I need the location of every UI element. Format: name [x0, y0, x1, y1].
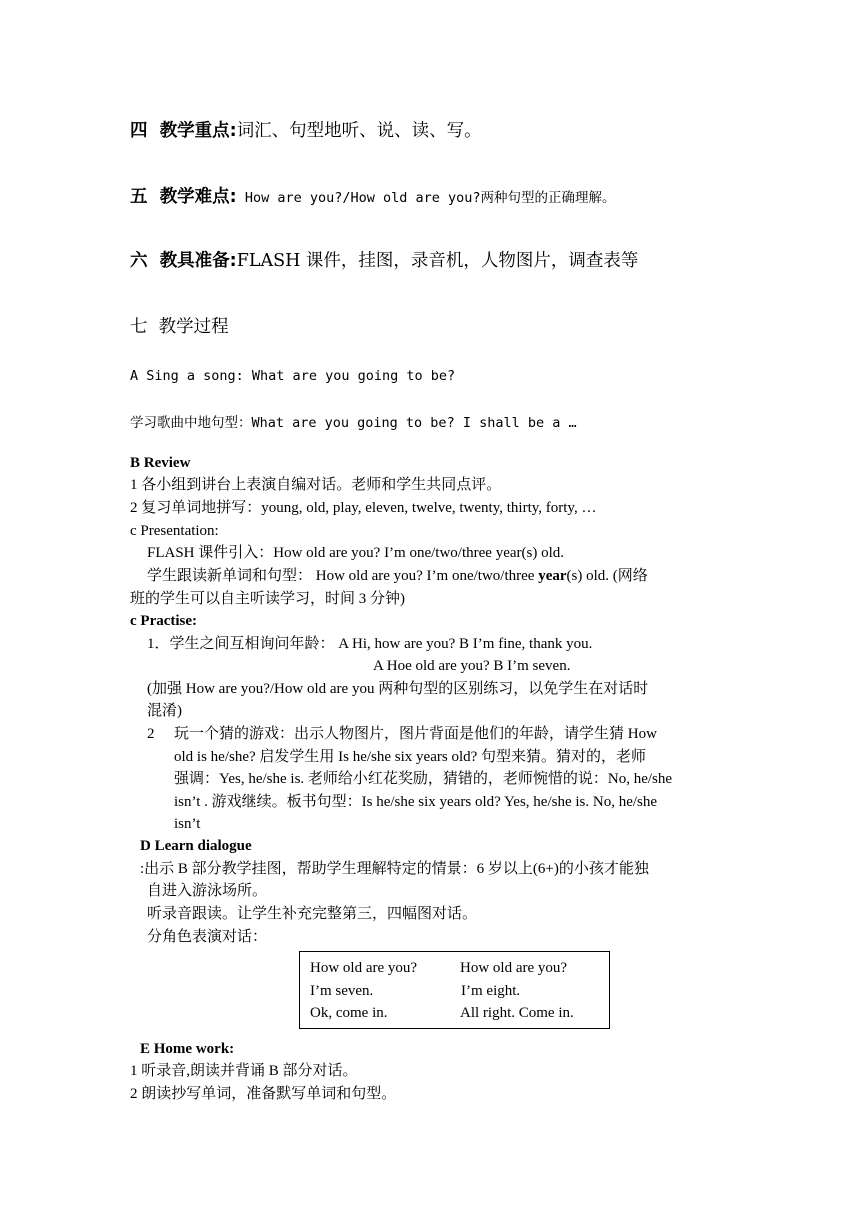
- practise-title: c Practise:: [130, 613, 198, 629]
- practise-item-2-l3: 强调：Yes, he/she is. 老师给小红花奖励，猜错的，老师惋惜的说：No, he/she: [174, 771, 673, 787]
- part-a-title: A Sing a song: What are you going to be?: [130, 368, 456, 384]
- section-4-text: 词汇、句型地听、说、读、写。: [236, 121, 482, 141]
- section-5-text: How are you?/How old are you?两种句型的正确理解。: [236, 190, 616, 206]
- practise-note-2: 混淆): [147, 703, 182, 719]
- part-c-line-1: FLASH 课件引入：How old are you? I’m one/two/three year(s) old.: [147, 545, 564, 561]
- part-d-line-1: :出示 B 部分教学挂图，帮助学生理解特定的情景：6 岁以上(6+)的小孩才能独: [140, 861, 649, 877]
- part-e-line-1: 1 听录音,朗读并背诵 B 部分对话。: [130, 1063, 358, 1079]
- part-a-line: 学习歌曲中地句型：What are you going to be? I shall be a …: [130, 415, 577, 431]
- practise-item-2-l1: 玩一个猜的游戏：出示人物图片，图片背面是他们的年龄，请学生猜 How: [174, 726, 657, 742]
- dialogue-right-2: I’m eight.: [461, 983, 521, 999]
- practise-note-1: (加强 How are you?/How old are you 两种句型的区别练习，以免学生在对话时: [147, 681, 649, 697]
- part-c-line-3: 班的学生可以自主听读学习，时间 3 分钟): [130, 591, 405, 607]
- section-6-heading: [130, 247, 638, 272]
- part-c-title: c Presentation:: [130, 523, 219, 539]
- practise-item-2-l4: isn’t . 游戏继续。板书句型：Is he/she six years old? Yes, he/she is. No, he/she: [174, 794, 658, 810]
- practise-item-2-l5: isn’t: [174, 816, 201, 832]
- dialogue-box: [299, 951, 610, 1029]
- part-d-line-3: 听录音跟读。让学生补充完整第三，四幅图对话。: [147, 906, 478, 922]
- section-5-label: 五 教学难点:: [130, 187, 237, 207]
- part-e-line-2: 2 朗读抄写单词，准备默写单词和句型。: [130, 1086, 397, 1102]
- dialogue-left-3: Ok, come in.: [310, 1005, 388, 1021]
- part-b-line-2: 2 复习单词地拼写：young, old, play, eleven, twelve, twenty, thirty, forty, …: [130, 500, 597, 516]
- part-b-title: B Review: [130, 455, 191, 471]
- section-5-heading: [130, 183, 616, 208]
- practise-item-2-l2: old is he/she? 启发学生用 Is he/she six years old? 句型来猜。猜对的，老师: [174, 749, 647, 765]
- part-d-line-2: 自进入游泳场所。: [147, 883, 268, 899]
- section-7-heading: 七 教学过程: [130, 317, 229, 337]
- section-6-label: 六 教具准备:: [130, 251, 237, 271]
- dialogue-left-1: How old are you?: [310, 960, 418, 976]
- practise-item-1b: A Hoe old are you? B I’m seven.: [373, 658, 571, 674]
- dialogue-right-3: All right. Come in.: [460, 1005, 574, 1021]
- dialogue-left-2: I’m seven.: [310, 983, 374, 999]
- part-d-title: D Learn dialogue: [140, 838, 252, 854]
- part-c-bold-word: year: [538, 568, 567, 584]
- section-4-label: 四 教学重点:: [130, 121, 237, 141]
- practise-item-1a: 1．学生之间互相询问年龄： A Hi, how are you? B I’m fine, thank you.: [147, 636, 593, 652]
- section-4-heading: [130, 117, 482, 142]
- part-c-line-2: 学生跟读新单词和句型： How old are you? I’m one/two/three year(s) old. (网络: [147, 568, 648, 584]
- part-b-line-1: 1 各小组到讲台上表演自编对话。老师和学生共同点评。: [130, 477, 502, 493]
- section-6-text: FLASH 课件，挂图，录音机，人物图片，调查表等: [236, 251, 639, 271]
- part-d-line-4: 分角色表演对话：: [147, 929, 268, 945]
- part-e-title: E Home work:: [140, 1041, 235, 1057]
- practise-item-2-num: 2: [147, 726, 155, 742]
- dialogue-right-1: How old are you?: [460, 960, 568, 976]
- part-a-song: What are you going to be?: [251, 368, 456, 384]
